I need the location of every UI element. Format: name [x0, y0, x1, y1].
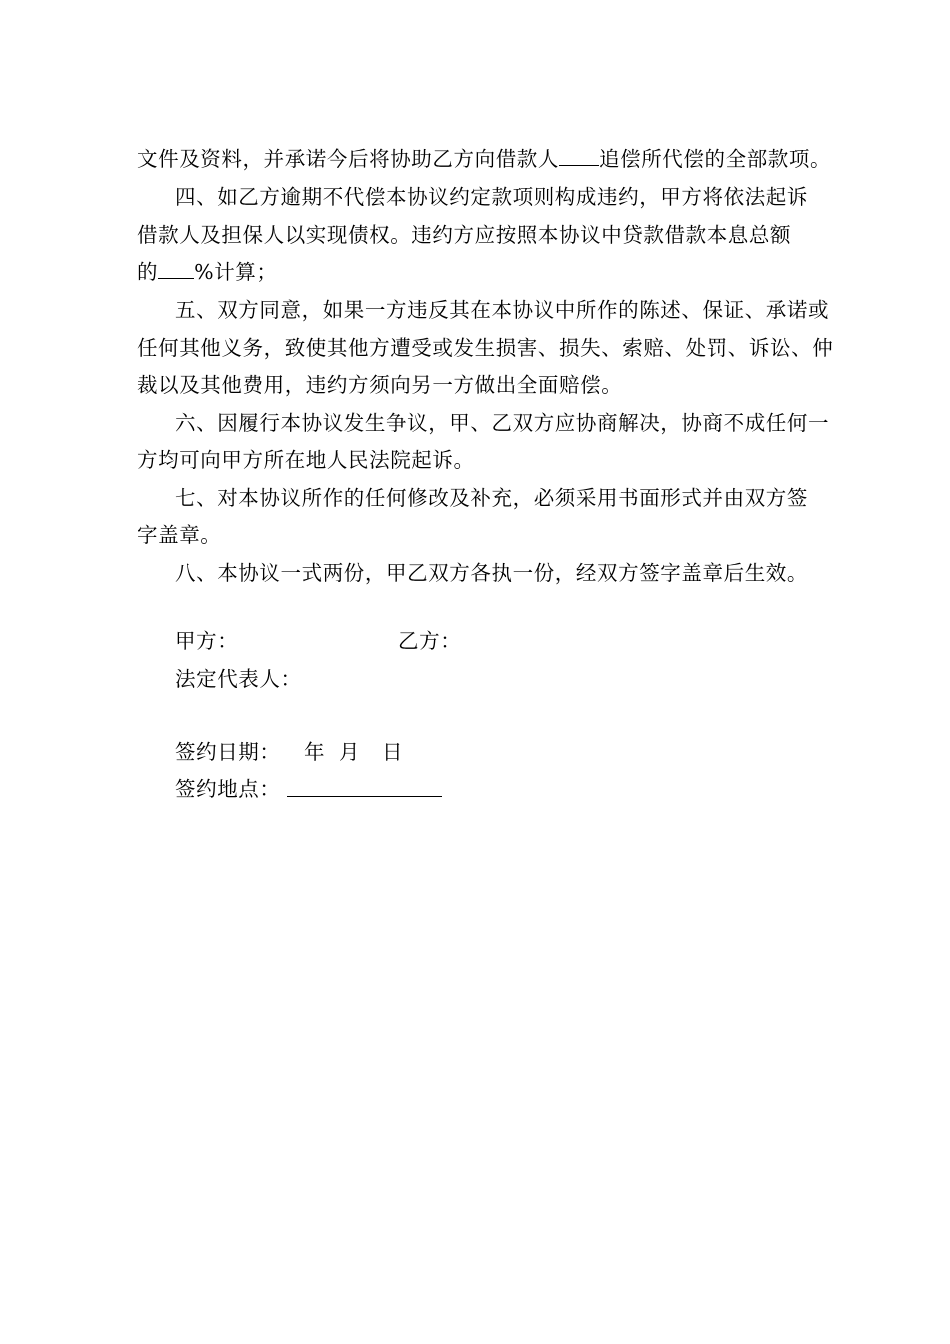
- text-segment: 的: [137, 260, 159, 284]
- party-b-label: 乙方：: [398, 629, 462, 653]
- paragraph-line: 八、本协议一式两份，甲乙双方各执一份，经双方签字盖章后生效。: [175, 561, 808, 585]
- paragraph-line: 任何其他义务，致使其他方遭受或发生损害、损失、索赔、处罚、诉讼、仲: [137, 336, 834, 360]
- paragraph-line: [137, 260, 278, 284]
- legal-representative-label: 法定代表人：: [175, 667, 302, 691]
- paragraph-line: 六、因履行本协议发生争议，甲、乙双方应协商解决，协商不成任何一: [175, 411, 830, 435]
- paragraph-line: 五、双方同意，如果一方违反其在本协议中所作的陈述、保证、承诺或: [175, 298, 830, 322]
- day-label: 日: [382, 740, 404, 764]
- year-label: 年: [304, 740, 326, 764]
- month-label: 月: [339, 740, 361, 764]
- paragraph-line: 字盖章。: [137, 523, 222, 547]
- paragraph-line: 借款人及担保人以实现债权。违约方应按照本协议中贷款借款本息总额: [137, 223, 792, 247]
- text-segment: 文件及资料，并承诺今后将协助乙方向借款人: [137, 147, 559, 171]
- borrower-blank: [559, 147, 599, 166]
- text-segment: %计算；: [194, 260, 278, 284]
- signing-date-label: 签约日期：: [175, 740, 281, 764]
- paragraph-line: 七、对本协议所作的任何修改及补充，必须采用书面形式并由双方签: [175, 486, 808, 510]
- signing-place-label: 签约地点：: [175, 777, 281, 801]
- text-segment: 追偿所代偿的全部款项。: [599, 147, 832, 171]
- paragraph-line: 四、如乙方逾期不代偿本协议约定款项则构成违约，甲方将依法起诉: [175, 185, 808, 209]
- paragraph-line: 方均可向甲方所在地人民法院起诉。: [137, 448, 475, 472]
- signing-place-blank: [287, 796, 442, 797]
- paragraph-line: 裁以及其他费用，违约方须向另一方做出全面赔偿。: [137, 373, 623, 397]
- paragraph-line: [137, 147, 831, 171]
- percentage-blank: [158, 260, 194, 279]
- party-a-label: 甲方：: [175, 629, 239, 653]
